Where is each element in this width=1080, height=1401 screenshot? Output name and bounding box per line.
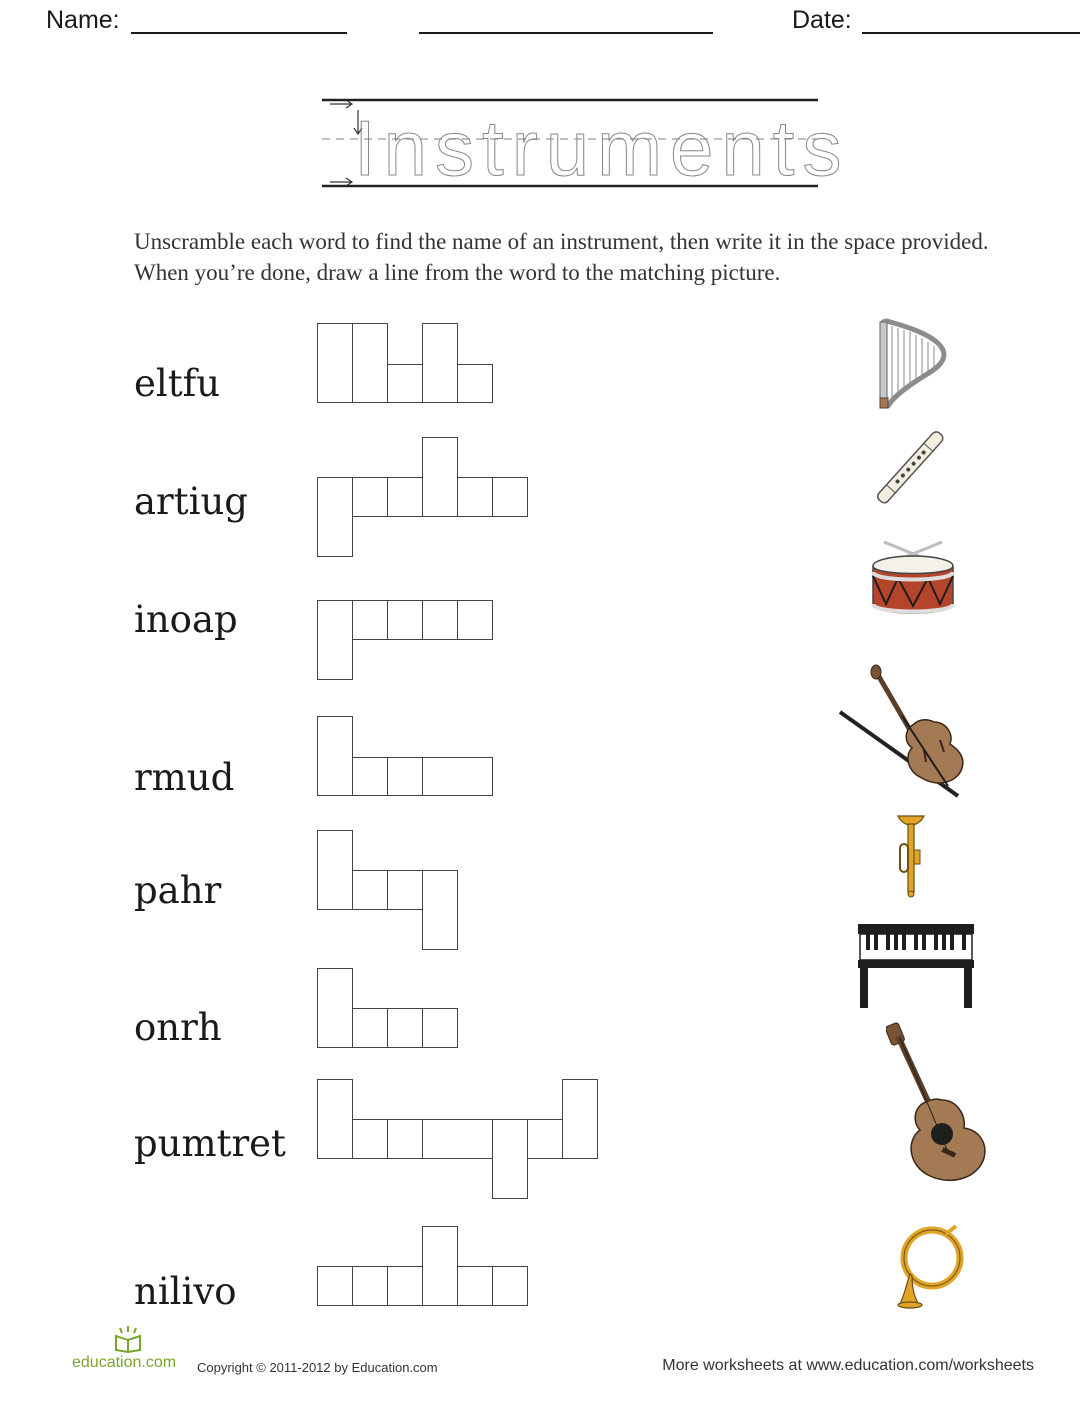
name-line[interactable] [131,32,347,34]
letter-box[interactable] [422,600,458,640]
letter-box[interactable] [387,757,423,796]
scrambled-word-3: inoap [134,598,238,641]
letter-box[interactable] [422,870,458,950]
letter-box[interactable] [317,323,353,403]
education-logo[interactable] [72,1324,192,1374]
letter-box[interactable] [422,757,493,796]
letter-box[interactable] [457,600,493,640]
scrambled-word-5: pahr [134,869,222,912]
title-tracing-area [322,96,850,192]
letter-box[interactable] [387,870,423,910]
scrambled-word-1: eltfu [134,362,221,405]
letter-box[interactable] [387,364,423,403]
letter-box[interactable] [422,1008,458,1048]
scrambled-word-2: artiug [134,480,248,523]
letter-box[interactable] [352,757,388,796]
name-label: Name: [46,6,120,34]
date-label: Date: [792,6,852,34]
letter-box[interactable] [352,323,388,403]
letter-box[interactable] [317,600,353,680]
extra-line[interactable] [419,32,713,34]
scrambled-word-8: nilivo [134,1270,237,1313]
scrambled-word-4: rmud [134,756,235,799]
drum-icon[interactable] [868,538,958,618]
more-worksheets-link[interactable]: More worksheets at www.education.com/worksheets [662,1357,1034,1374]
letter-box[interactable] [562,1079,598,1159]
letter-box[interactable] [317,968,353,1048]
book-icon [108,1324,148,1354]
letter-box[interactable] [352,1266,388,1306]
letter-box[interactable] [387,1119,423,1159]
scrambled-word-7: pumtret [134,1122,286,1165]
page-title: Instruments [354,104,850,192]
letter-box[interactable] [317,716,353,796]
letter-box[interactable] [422,1226,458,1306]
letter-box[interactable] [352,600,388,640]
letter-box[interactable] [387,477,423,517]
date-line[interactable] [862,32,1080,34]
letter-box[interactable] [352,1008,388,1048]
scrambled-word-6: onrh [134,1006,222,1049]
copyright-text: Copyright © 2011-2012 by Education.com [197,1360,438,1375]
piano-icon[interactable] [856,922,976,1010]
logo-text: education.com [72,1354,177,1371]
letter-box[interactable] [422,437,458,517]
guitar-icon[interactable] [886,1022,990,1188]
letter-box[interactable] [457,364,493,403]
harp-icon[interactable] [872,318,952,413]
letter-box[interactable] [422,323,458,403]
instructions: Unscramble each word to find the name of an instrument, then write it in the space provided. When you’re done, draw a line from the word to the matching picture. [134,229,989,285]
letter-box[interactable] [317,830,353,910]
letter-box[interactable] [387,1008,423,1048]
trumpet-icon[interactable] [894,814,928,898]
letter-box[interactable] [317,477,353,557]
letter-box[interactable] [492,1266,528,1306]
letter-box[interactable] [317,1079,353,1159]
french-horn-icon[interactable] [890,1222,970,1312]
letter-box[interactable] [387,600,423,640]
violin-icon[interactable] [836,664,972,800]
letter-box[interactable] [492,1119,528,1199]
letter-box[interactable] [527,1119,563,1159]
letter-box[interactable] [352,1119,388,1159]
letter-box[interactable] [387,1266,423,1306]
letter-box[interactable] [492,477,528,517]
letter-box[interactable] [352,477,388,517]
letter-box[interactable] [457,477,493,517]
letter-box[interactable] [317,1266,353,1306]
letter-box[interactable] [457,1266,493,1306]
letter-box[interactable] [422,1119,493,1159]
letter-box[interactable] [352,870,388,910]
recorder-flute-icon[interactable] [864,414,958,522]
